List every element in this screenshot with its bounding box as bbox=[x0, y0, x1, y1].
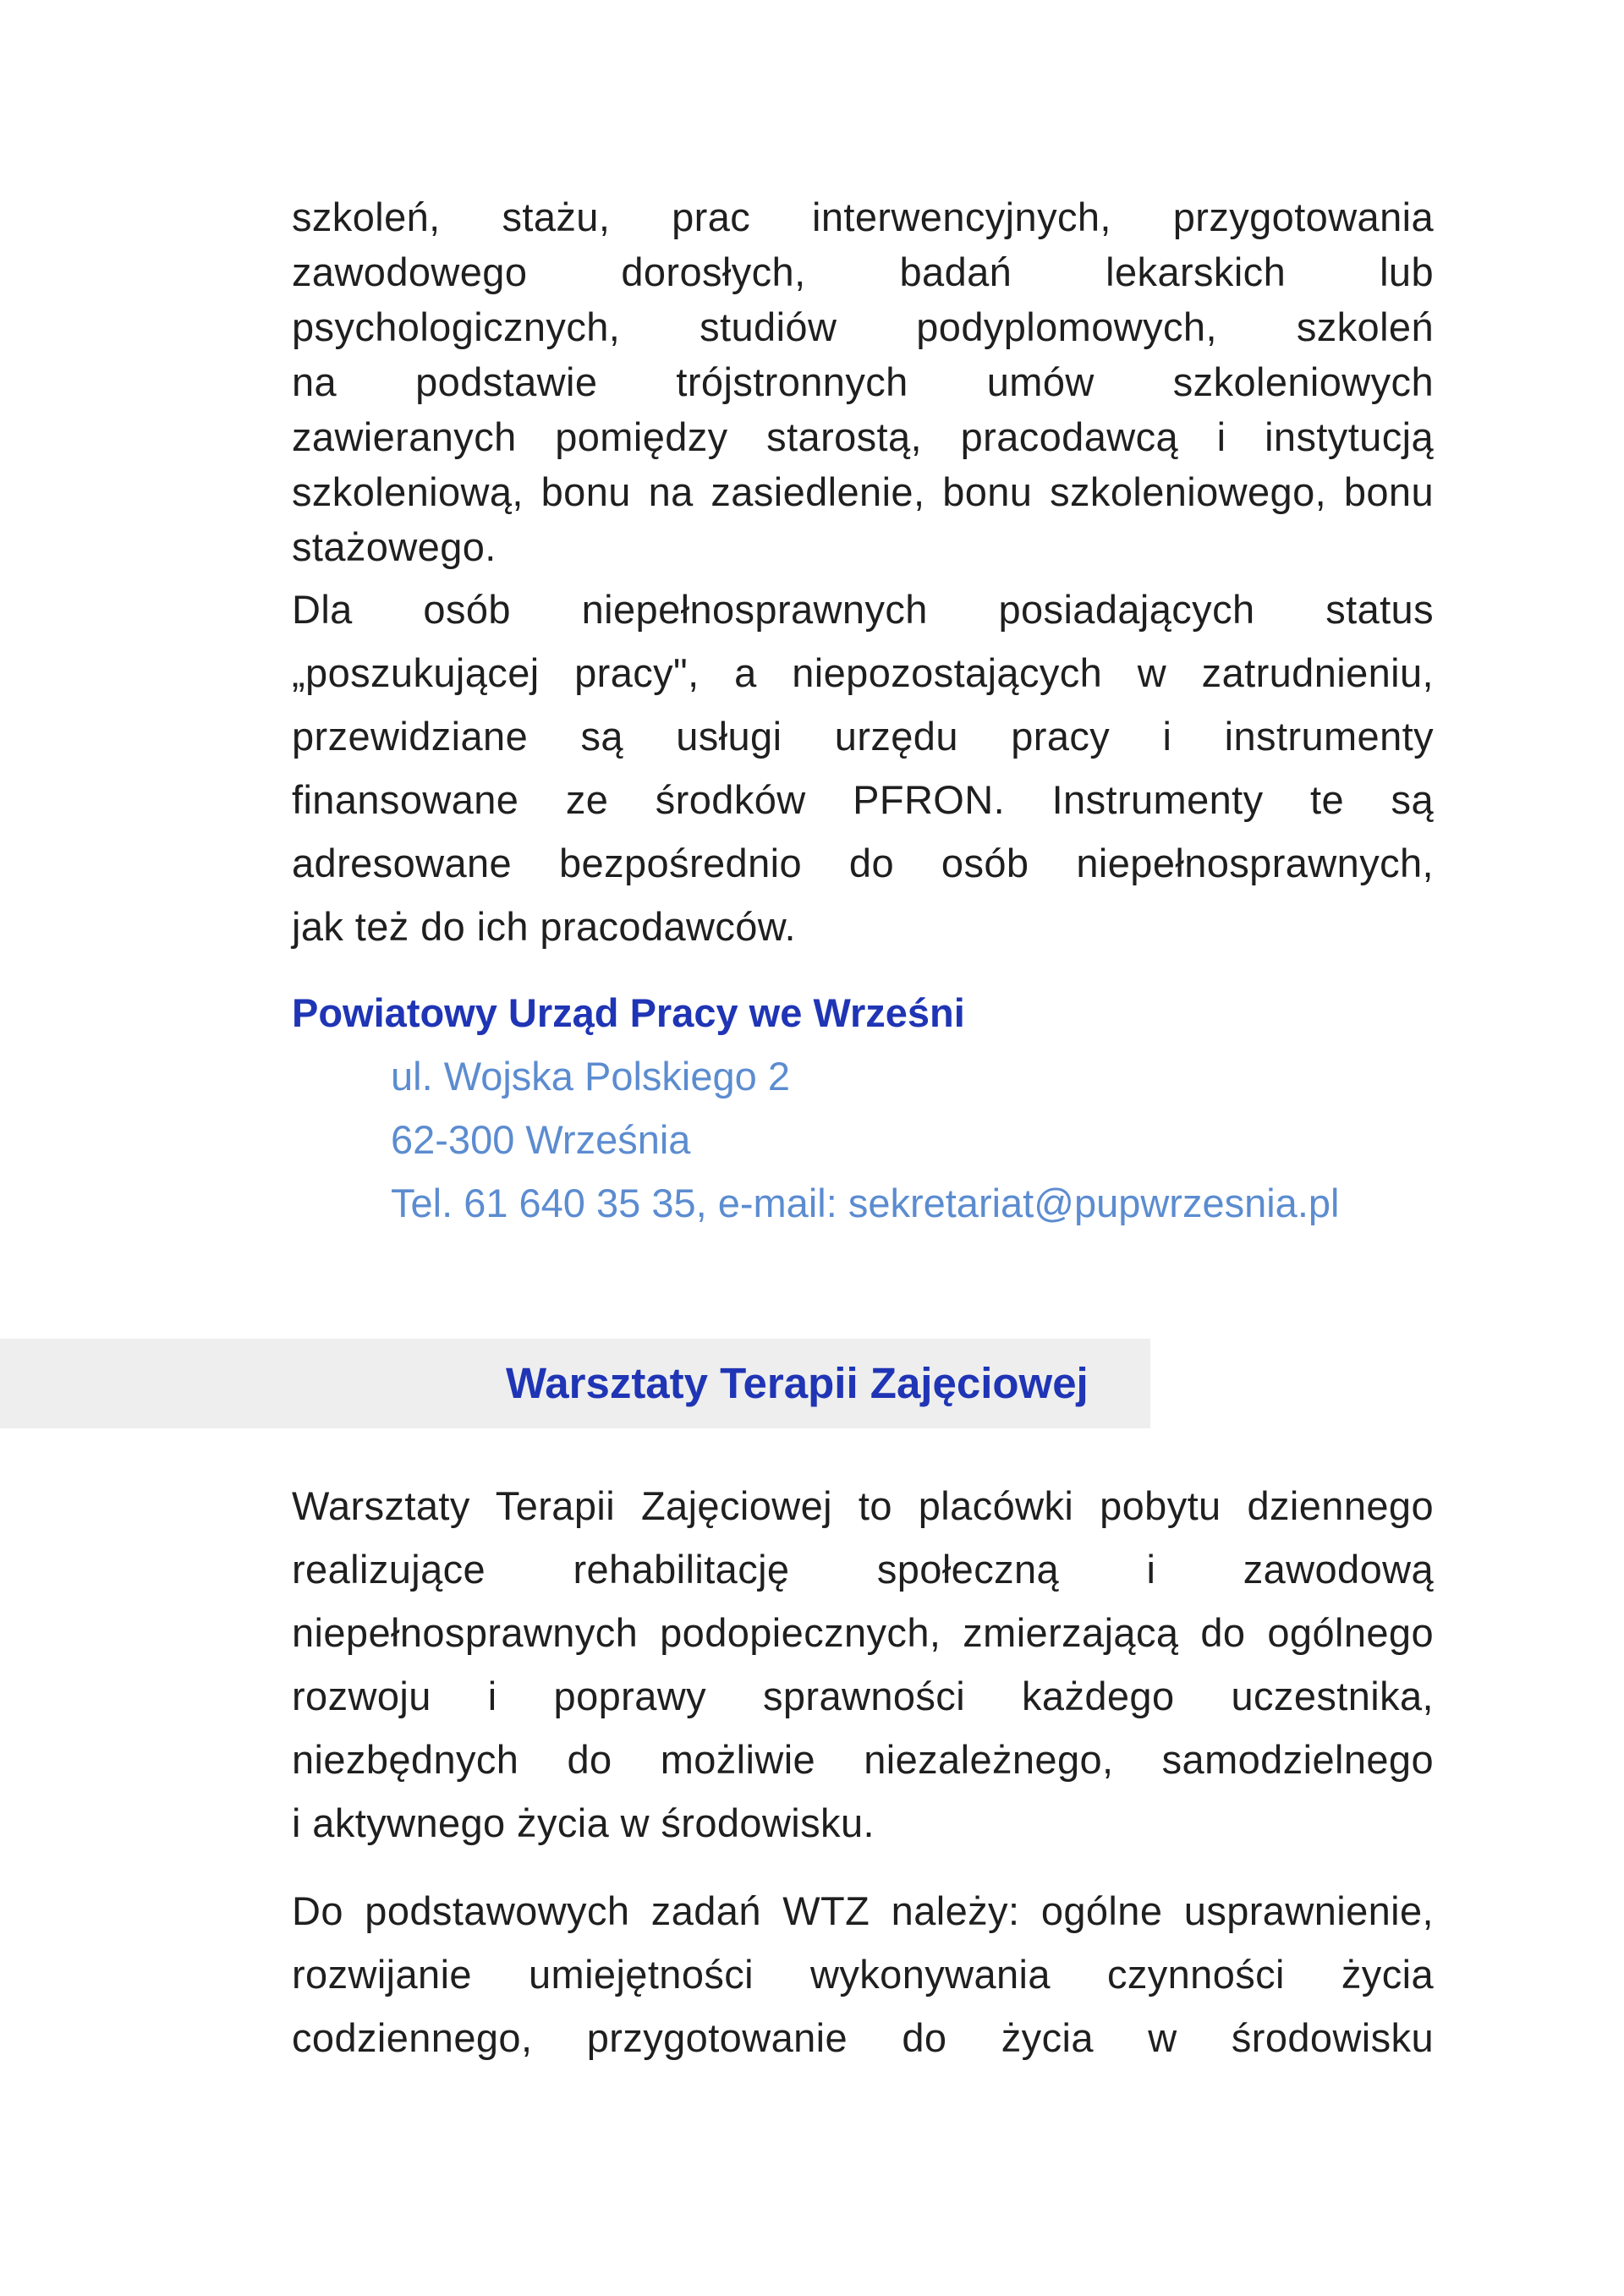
text-line: codziennego, przygotowanie do życia w środowisku bbox=[292, 2015, 1434, 2060]
office-name-heading: Powiatowy Urząd Pracy we Wrześni bbox=[292, 990, 965, 1035]
paragraph-wtz-tasks bbox=[292, 1879, 1434, 2069]
text-line: zawodowego dorosłych, badań lekarskich lub bbox=[292, 249, 1434, 294]
text-line: stażowego. bbox=[292, 524, 497, 569]
text-line: niepełnosprawnych podopiecznych, zmierzającą do ogólnego bbox=[292, 1610, 1434, 1655]
text-line: szkoleń, stażu, prac interwencyjnych, przygotowania bbox=[292, 195, 1434, 239]
text-line: na podstawie trójstronnych umów szkoleniowych bbox=[292, 359, 1434, 404]
text-line: jak też do ich pracodawców. bbox=[292, 904, 797, 949]
text-line: szkoleniową, bonu na zasiedlenie, bonu szkoleniowego, bonu bbox=[292, 469, 1434, 514]
text-line: realizujące rehabilitację społeczną i zawodową bbox=[292, 1547, 1434, 1592]
text-line: adresowane bezpośrednio do osób niepełnosprawnych, bbox=[292, 841, 1434, 885]
text-line: Dla osób niepełnosprawnych posiadających status bbox=[292, 587, 1434, 632]
text-line: Do podstawowych zadań WTZ należy: ogólne usprawnienie, bbox=[292, 1888, 1434, 1933]
paragraph-pfron-instruments bbox=[292, 578, 1434, 958]
text-line: niezbędnych do możliwie niezależnego, samodzielnego bbox=[292, 1737, 1434, 1782]
text-line: rozwijanie umiejętności wykonywania czynności życia bbox=[292, 1952, 1434, 1997]
office-contact: Tel. 61 640 35 35, e-mail: sekretariat@pupwrzesnia.pl bbox=[391, 1181, 1340, 1225]
office-street: ul. Wojska Polskiego 2 bbox=[391, 1054, 790, 1099]
text-line: przewidziane są usługi urzędu pracy i instrumenty bbox=[292, 714, 1434, 759]
paragraph-training-instruments bbox=[292, 189, 1434, 574]
text-line: finansowane ze środków PFRON. Instrumenty te są bbox=[292, 777, 1434, 822]
text-line: zawieranych pomiędzy starostą, pracodawcą i instytucją bbox=[292, 414, 1434, 459]
text-line: i aktywnego życia w środowisku. bbox=[292, 1800, 875, 1845]
text-line: psychologicznych, studiów podyplomowych, szkoleń bbox=[292, 304, 1434, 349]
text-line: rozwoju i poprawy sprawności każdego uczestnika, bbox=[292, 1674, 1434, 1718]
section-title: Warsztaty Terapii Zajęciowej bbox=[506, 1359, 1089, 1407]
text-line: Warsztaty Terapii Zajęciowej to placówki pobytu dziennego bbox=[292, 1483, 1434, 1528]
office-city: 62-300 Września bbox=[391, 1117, 691, 1162]
text-line: „poszukującej pracy", a niepozostających w zatrudnieniu, bbox=[292, 650, 1434, 695]
paragraph-wtz-definition bbox=[292, 1474, 1434, 1855]
